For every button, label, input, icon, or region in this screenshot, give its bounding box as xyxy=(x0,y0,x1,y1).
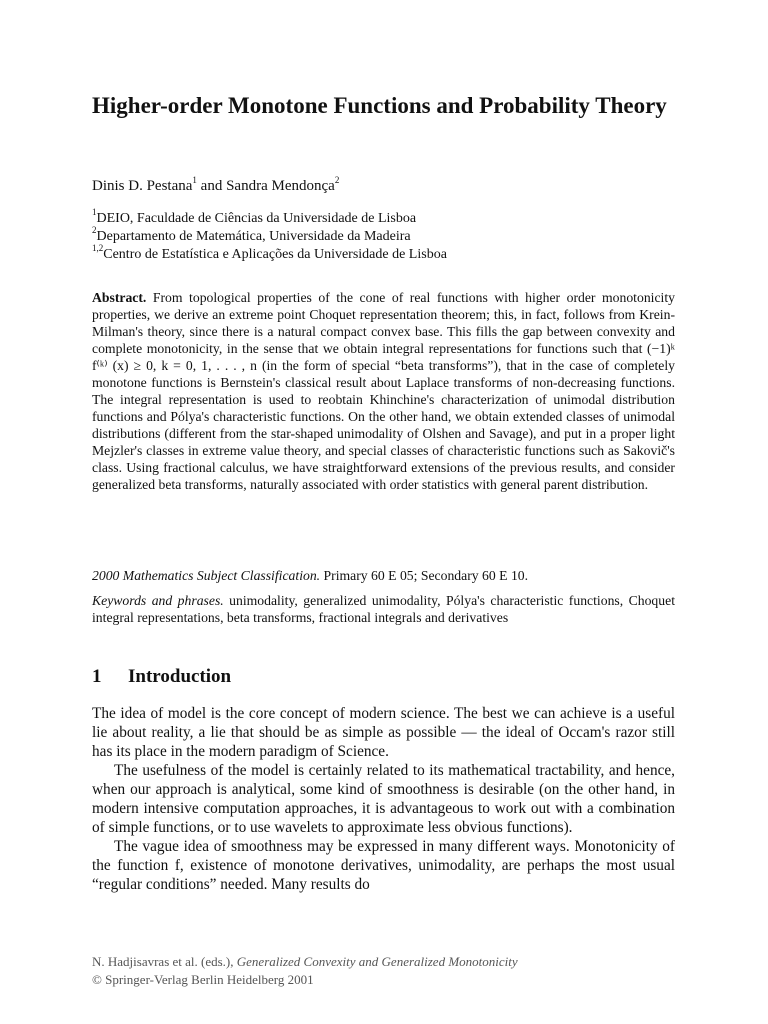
paper-title: Higher-order Monotone Functions and Probability Theory xyxy=(92,93,667,118)
author-name: Sandra Mendonça xyxy=(226,178,335,194)
msc-label: 2000 Mathematics Subject Classification. xyxy=(92,568,321,583)
affiliation-mark: 1,2 xyxy=(92,243,104,254)
body-text xyxy=(92,704,675,894)
paragraph: The vague idea of smoothness may be expressed in many different ways. Monotonicity of the function f, existence of monotone derivatives, unimodality, are perhaps the most usual “regular conditions” needed. Many results do xyxy=(92,838,675,893)
affiliation-text: DEIO, Faculdade de Ciências da Universidade de Lisboa xyxy=(96,211,417,226)
author-conjunction: and xyxy=(196,178,227,194)
affiliation-line xyxy=(92,225,692,246)
msc-classification xyxy=(92,567,675,584)
paragraph: The idea of model is the core concept of modern science. The best we can achieve is a useful lie about reality, a lie that should be as simple as possible — the ideal of Occam's razor still has its place in the modern paradigm of Science. xyxy=(92,705,675,760)
affiliation-list xyxy=(92,207,692,264)
author-affiliation-mark: 1 xyxy=(192,175,197,185)
author-list xyxy=(92,177,692,195)
keywords xyxy=(92,592,675,626)
abstract-label: Abstract. xyxy=(92,290,147,305)
abstract xyxy=(92,289,675,493)
affiliation-text: Departamento de Matemática, Universidade da Madeira xyxy=(96,229,411,244)
footer-editors: N. Hadjisavras et al. (eds.), xyxy=(92,954,237,969)
keywords-text: unimodality, generalized unimodality, Pólya's characteristic functions, Choquet integral representations, beta transforms, fractional integrals and derivatives xyxy=(92,593,676,625)
affiliation-mark: 1 xyxy=(92,207,97,218)
keywords-label: Keywords and phrases. xyxy=(92,593,224,608)
section-heading xyxy=(92,666,675,688)
author-name: Dinis D. Pestana xyxy=(92,178,193,194)
abstract-text: From topological properties of the cone of real functions with higher order monotonicity properties, we derive an extreme point Choquet representation theorem; this, in fact, follows from Krein-Milman's theory, since there is a natural compact convex base. This fills the gap between convexity and complete monotonicity, in the sense that we obtain integral representations for functions such that (−1)ᵏ f⁽ᵏ⁾ (x) ≥ 0, k = 0, 1, . . . , n (in the form of special “beta transforms”), that in the case of completely monotone functions is Bernstein's classical result about Laplace transforms of non-decreasing functions. The integral representation is used to reobtain Khinchine's characterization of unimodal distribution functions and Pólya's characteristic functions. On the other hand, we obtain extended classes of unimodal distributions (different from the star-shaped unimodality of Olshen and Savage), and put in a proper light Mejzler's classes in extreme value theory, and special classes of characteristic functions such as Sakovič's class. Using fractional calculus, we have straightforward extensions of the previous results, and consider generalized beta transforms, naturally associated with order statistics with general parent distribution. xyxy=(92,290,675,492)
paragraph: The usefulness of the model is certainly related to its mathematical tractability, and hence, when our approach is analytical, some kind of smoothness is desirable (on the other hand, in modern intensive computation approaches, it is advantageous to work out with a combination of simple functions, or to use wavelets to approximate less obvious functions). xyxy=(92,762,675,836)
author-affiliation-mark: 2 xyxy=(334,175,340,185)
affiliation-line xyxy=(92,243,692,264)
msc-text: Primary 60 E 05; Secondary 60 E 10. xyxy=(320,568,529,583)
footer-book-title: Generalized Convexity and Generalized Monotonicity xyxy=(236,954,518,969)
affiliation-line xyxy=(92,207,692,228)
affiliation-text: Centro de Estatística e Aplicações da Universidade de Lisboa xyxy=(103,247,447,262)
page-footer xyxy=(92,953,675,989)
section-title: Introduction xyxy=(128,666,232,687)
affiliation-mark: 2 xyxy=(92,225,97,236)
footer-copyright: © Springer-Verlag Berlin Heidelberg 2001 xyxy=(92,972,314,987)
footer-citation xyxy=(92,953,675,971)
section-number: 1 xyxy=(92,666,102,687)
